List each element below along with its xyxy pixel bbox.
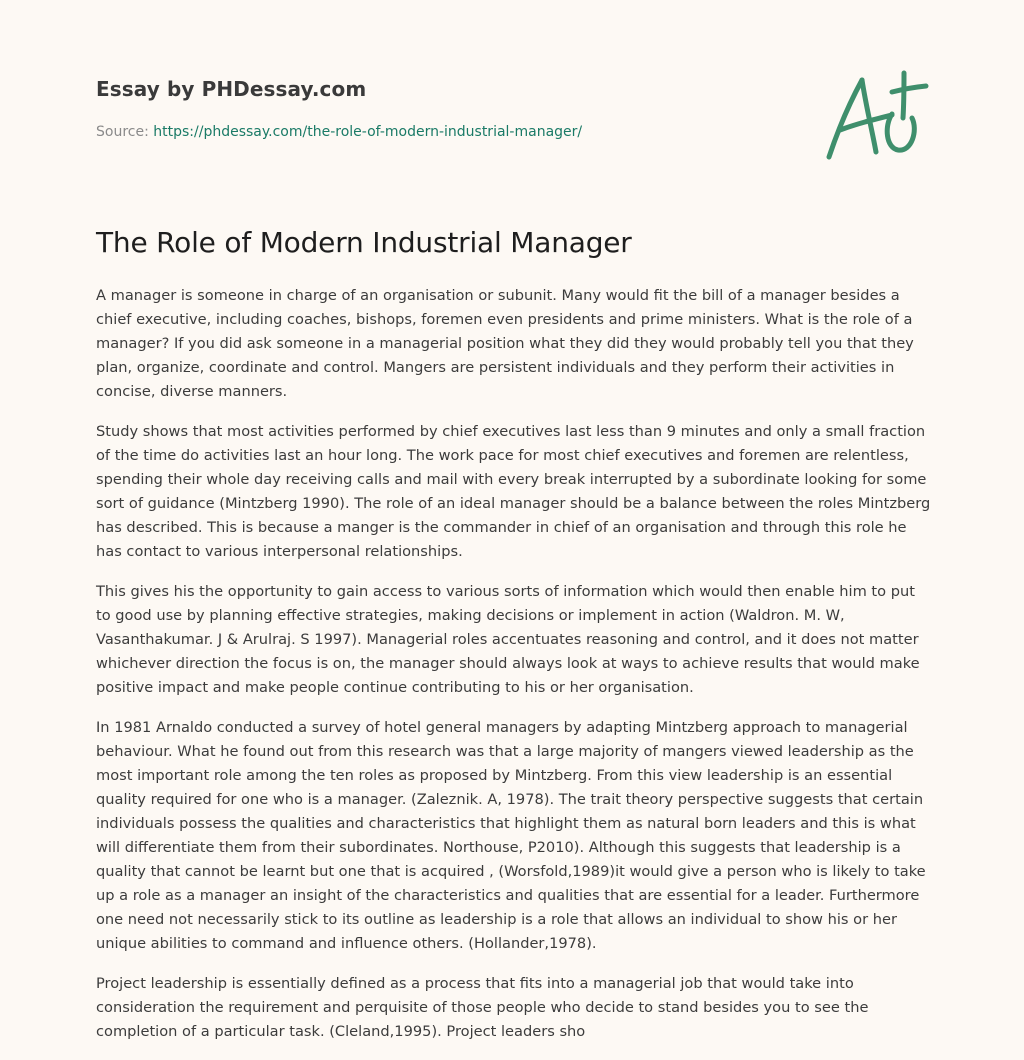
source-line [96,124,582,140]
paragraph: A manager is someone in charge of an organisation or subunit. Many would fit the bill of a manager besides a chief executive, including coaches, bishops, foremen even presidents and prime ministers. What is the role of a manager? If you did ask someone in a managerial position what they did they would probably tell you that they plan, organize, coordinate and control. Mangers are persistent individuals and they perform their activities in concise, diverse manners. [96,287,914,400]
paragraph: Project leadership is essentially defined as a process that fits into a managerial job that would take into consideration the requirement and perquisite of those people who decide to stand besides you to see the completion of a particular task. (Cleland,1995). Project leaders sho [96,975,869,1040]
source-label: Source: [96,124,149,140]
source-link[interactable]: https://phdessay.com/the-role-of-modern-industrial-manager/ [153,124,583,140]
a-plus-logo-icon [820,68,930,166]
paragraph: Study shows that most activities performed by chief executives last less than 9 minutes and only a small fraction of the time do activities last an hour long. The work pace for most chief executives and foremen are relentless, spending their whole day receiving calls and mail with every break interrupted by a subordinate looking for some sort of guidance (Mintzberg 1990). The role of an ideal manager should be a balance between the roles Mintzberg has described. This is because a manger is the commander in chief of an organisation and through this role he has contact to various interpersonal relationships. [96,423,931,560]
paragraph: In 1981 Arnaldo conducted a survey of hotel general managers by adapting Mintzberg approach to managerial behaviour. What he found out from this research was that a large majority of mangers viewed leadership as the most important role among the ten roles as proposed by Mintzberg. From this view leadership is an essential quality required for one who is a manager. (Zaleznik. A, 1978). The trait theory perspective suggests that certain individuals possess the qualities and characteristics that highlight them as natural born leaders and this is what will differentiate them from their subordinates. Northouse, P2010). Although this suggests that leadership is a quality that cannot be learnt but one that is acquired , (Worsfold,1989)it would give a person who is likely to take up a role as a manager an insight of the characteristics and qualities that are essential for a leader. Furthermore one need not necessarily stick to its outline as leadership is a role that allows an individual to show his or her unique abilities to command and influence others. (Hollander,1978). [96,719,926,952]
essay-title: The Role of Modern Industrial Manager [96,226,632,259]
site-title: Essay by PHDessay.com [96,77,367,101]
paragraph: This gives his the opportunity to gain access to various sorts of information which would then enable him to put to good use by planning effective strategies, making decisions or implement in action (Waldron. M. W, Vasanthakumar. J & Arulraj. S 1997). Managerial roles accentuates reasoning and control, and it does not matter whichever direction the focus is on, the manager should always look at ways to achieve results that would make positive impact and make people continue contributing to his or her organisation. [96,583,920,696]
essay-body [96,284,932,1060]
